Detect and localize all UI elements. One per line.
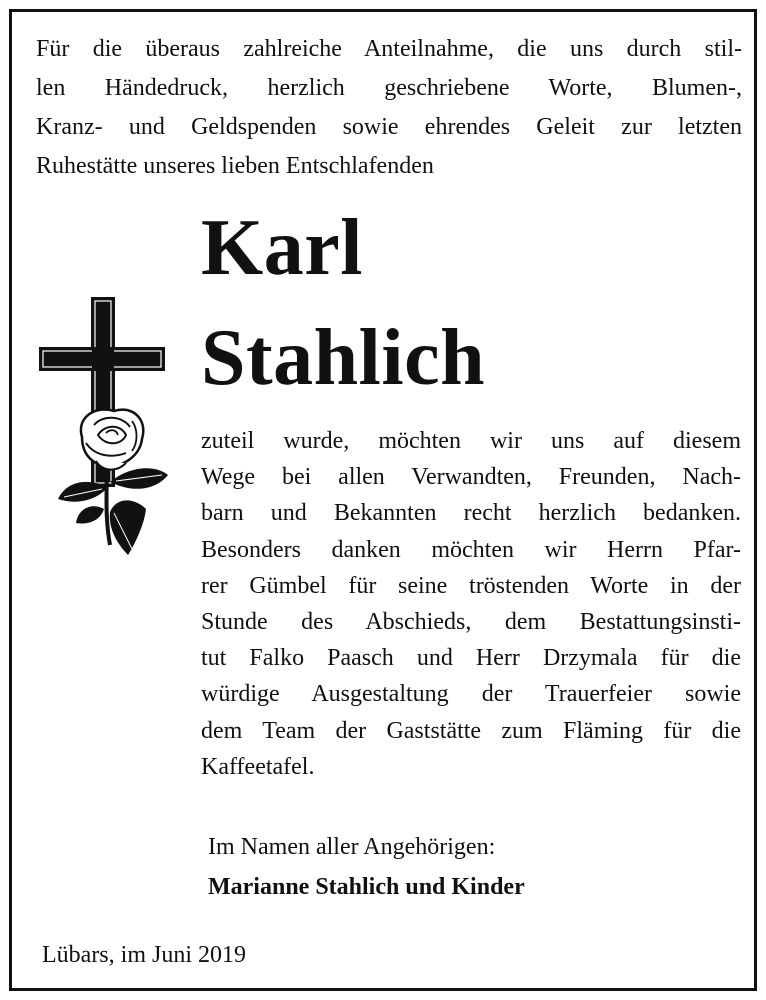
deceased-first-name: Karl [201, 204, 363, 292]
cross-with-rose-icon [36, 287, 168, 557]
rose-icon [81, 409, 143, 469]
thanks-line: rer Gümbel für seine tröstenden Worte in der [201, 572, 741, 599]
intro-line: Ruhestätte unseres lieben Entschlafenden [36, 153, 434, 179]
deceased-last-name: Stahlich [201, 314, 486, 402]
thanks-line: dem Team der Gaststätte zum Fläming für die [201, 717, 741, 744]
obituary-notice [9, 9, 757, 991]
intro-line: Kranz- und Geldspenden sowie ehrendes Geleit zur letzten [36, 114, 742, 140]
thanks-line: Besonders danken möchten wir Herrn Pfar- [201, 536, 741, 563]
thanks-line: würdige Ausgestaltung der Trauerfeier sowie [201, 681, 741, 708]
signature-name: Marianne Stahlich und Kinder [208, 874, 525, 900]
thanks-line: zuteil wurde, möchten wir uns auf diesem [201, 428, 741, 454]
intro-text [36, 30, 742, 186]
place-date: Lübars, im Juni 2019 [42, 942, 246, 968]
intro-line: Für die überaus zahlreiche Anteilnahme, die uns durch stil- [36, 36, 742, 62]
thanks-line: barn und Bekannten recht herzlich bedanken. [201, 500, 741, 527]
thanks-line: Kaffeetafel. [201, 753, 315, 780]
thanks-line: tut Falko Paasch und Herr Drzymala für die [201, 645, 741, 672]
signature-intro: Im Namen aller Angehörigen: [208, 834, 496, 860]
rose-leaves-icon [58, 468, 168, 555]
thanks-line: Wege bei allen Verwandten, Freunden, Nach- [201, 464, 741, 491]
thanks-line: Stunde des Abschieds, dem Bestattungsinsti- [201, 609, 741, 636]
intro-line: len Händedruck, herzlich geschriebene Worte, Blumen-, [36, 75, 742, 101]
thanks-text [201, 423, 741, 785]
